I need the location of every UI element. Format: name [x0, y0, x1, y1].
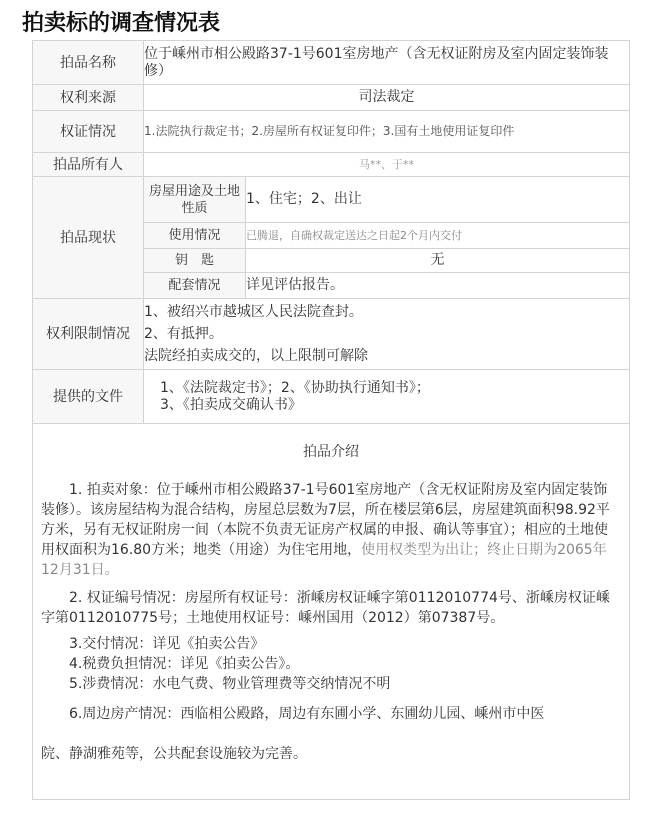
- docs-value: [144, 370, 630, 424]
- docs-label: 提供的文件: [33, 370, 144, 424]
- status-usage-value: 1、住宅；2、出让: [246, 177, 630, 223]
- intro-p6a: 6.周边房产情况：西临相公殿路，周边有东圃小学、东圃幼儿园、嵊州市中医: [69, 706, 545, 722]
- intro-section: [33, 424, 629, 774]
- source-value: 司法裁定: [144, 85, 630, 111]
- status-facilities-value: 详见评估报告。: [246, 273, 630, 299]
- limit-line-3: 法院经拍卖成交的，以上限制可解除: [144, 348, 368, 364]
- status-usage-label: 房屋用途及土地性质: [144, 177, 246, 223]
- intro-p1: [41, 480, 621, 580]
- intro-p1-gray: 使用权类型为出让；终止日期为2065年12月31日。: [41, 542, 607, 578]
- name-value: 位于嵊州市相公殿路37-1号601室房地产（含无权证附房及室内固定装饰装修）: [144, 41, 630, 85]
- status-facilities-label: 配套情况: [144, 273, 246, 299]
- cert-value: 1.法院执行裁定书；2.房屋所有权证复印件；3.国有土地使用证复印件: [144, 111, 630, 153]
- intro-p1-main: 1. 拍卖对象：位于嵊州市相公殿路37-1号601室房地产（含无权证附房及室内固定装饰装修）。该房屋结构为混合结构，房屋总层数为7层，所在楼层第6层，房屋建筑面积98.92平方米，另有无权证附房一间（本院不负责无证房产权属的申报、确认等事宜）；相应的土地使用权面积为16.80方米；地类（用途）为住宅用地，: [41, 482, 610, 558]
- name-label: 拍品名称: [33, 41, 144, 85]
- limit-label: 权利限制情况: [33, 299, 144, 370]
- intro-p4: 4.税费负担情况：详见《拍卖公告》。: [69, 656, 300, 672]
- survey-table: [32, 40, 630, 800]
- source-label: 权利来源: [33, 85, 144, 111]
- intro-p5: 5.涉费情况：水电气费、物业管理费等交纳情况不明: [69, 676, 391, 692]
- limit-line-2: 2、有抵押。: [144, 326, 223, 342]
- owner-value: 马**、于**: [144, 153, 630, 177]
- intro-cell: [33, 424, 630, 800]
- intro-p6b: 院、静湖雅苑等，公共配套设施较为完善。: [41, 746, 307, 762]
- docs-line-2: 3、《拍卖成交确认书》: [160, 396, 302, 413]
- status-keys-label: 钥 匙: [144, 249, 246, 273]
- docs-line-1: 1、《法院裁定书》；2、《协助执行通知书》；: [160, 379, 430, 396]
- status-label: 拍品现状: [33, 177, 144, 299]
- status-occupancy-label: 使用情况: [144, 223, 246, 249]
- limit-value: [144, 299, 630, 370]
- intro-heading: 拍品介绍: [303, 444, 359, 460]
- limit-line-1: 1、被绍兴市越城区人民法院查封。: [144, 304, 363, 320]
- status-occupancy-value: 已腾退，自确权裁定送达之日起2个月内交付: [246, 223, 630, 249]
- page-title: 拍卖标的调查情况表: [22, 11, 221, 36]
- intro-p2: 2. 权证编号情况：房屋所有权证号：浙嵊房权证嵊字第0112010774号、浙嵊房权证嵊字第0112010775号；土地使用权证号：嵊州国用（2012）第07387号。: [41, 590, 610, 626]
- cert-label: 权证情况: [33, 111, 144, 153]
- intro-p3: 3.交付情况：详见《拍卖公告》: [69, 636, 265, 652]
- owner-label: 拍品所有人: [33, 153, 144, 177]
- status-keys-value: 无: [246, 249, 630, 273]
